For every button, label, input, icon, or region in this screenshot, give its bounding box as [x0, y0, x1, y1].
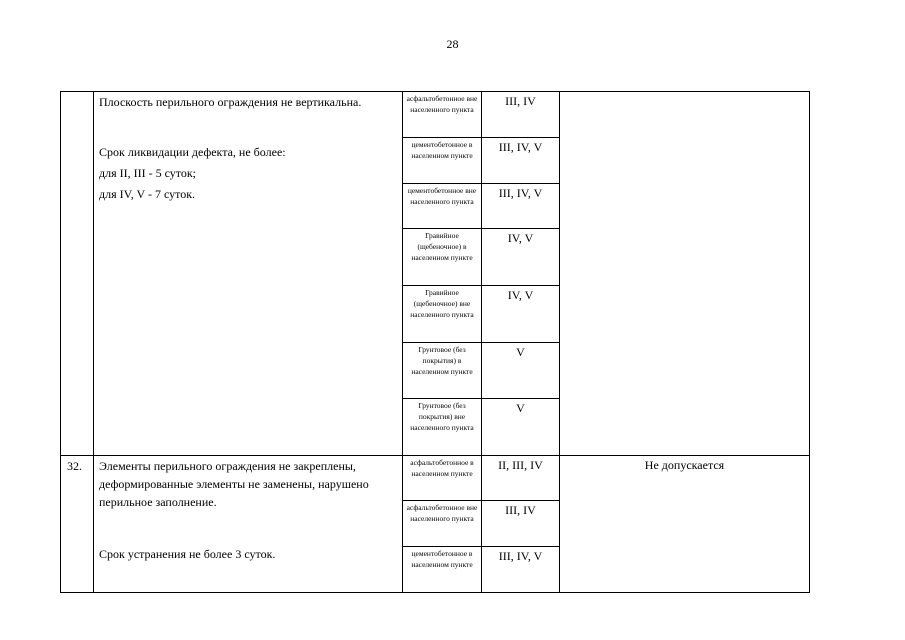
- road-category-cell: III, IV, V: [482, 138, 560, 184]
- road-category-cell: III, IV, V: [482, 547, 560, 593]
- road-surface-cell: асфальтобетонное вне населенного пункта: [403, 92, 482, 138]
- road-surface-cell: Гравийное (щебеночное) в населенном пункте: [403, 229, 482, 286]
- note-cell: Не допускается: [560, 456, 810, 593]
- road-category-cell: II, III, IV: [482, 456, 560, 501]
- road-category-cell: III, IV: [482, 501, 560, 547]
- road-surface-cell: Гравийное (щебеночное) вне населенного пункта: [403, 286, 482, 343]
- deadline-title: Срок ликвидации дефекта, не более:: [99, 145, 286, 159]
- defects-table: [60, 91, 810, 593]
- road-surface-cell: Грунтовое (без покрытия) в населенном пункте: [403, 343, 482, 399]
- deadline-line: для II, III - 5 суток;: [99, 166, 197, 180]
- note-cell: [560, 92, 810, 456]
- deadline-line: для IV, V - 7 суток.: [99, 187, 196, 201]
- deadline-line: Срок устранения не более 3 суток.: [99, 547, 276, 561]
- row-number: 32.: [61, 456, 94, 593]
- road-category-cell: IV, V: [482, 229, 560, 286]
- defect-text: Элементы перильного ограждения не закреплены, деформированные элементы не заменены, нарушено перильное заполнение.: [99, 459, 369, 509]
- road-surface-cell: асфальтобетонное в населенном пункте: [403, 456, 482, 501]
- table-row: [61, 456, 810, 501]
- defect-description: [94, 92, 403, 456]
- page-number: 28: [446, 37, 459, 51]
- road-surface-cell: Грунтовое (без покрытия) вне населенного пункта: [403, 399, 482, 456]
- road-category-cell: V: [482, 399, 560, 456]
- road-surface-cell: цементобетонное в населенном пункте: [403, 138, 482, 184]
- road-surface-cell: цементобетонное вне населенного пункта: [403, 184, 482, 229]
- road-surface-cell: цементобетонное в населенном пункте: [403, 547, 482, 593]
- table-row: [61, 92, 810, 138]
- row-number: [61, 92, 94, 456]
- road-surface-cell: асфальтобетонное вне населенного пункта: [403, 501, 482, 547]
- road-category-cell: III, IV, V: [482, 184, 560, 229]
- road-category-cell: III, IV: [482, 92, 560, 138]
- road-category-cell: IV, V: [482, 286, 560, 343]
- defect-description: [94, 456, 403, 593]
- road-category-cell: V: [482, 343, 560, 399]
- defect-text: Плоскость перильного ограждения не вертикальна.: [99, 95, 362, 109]
